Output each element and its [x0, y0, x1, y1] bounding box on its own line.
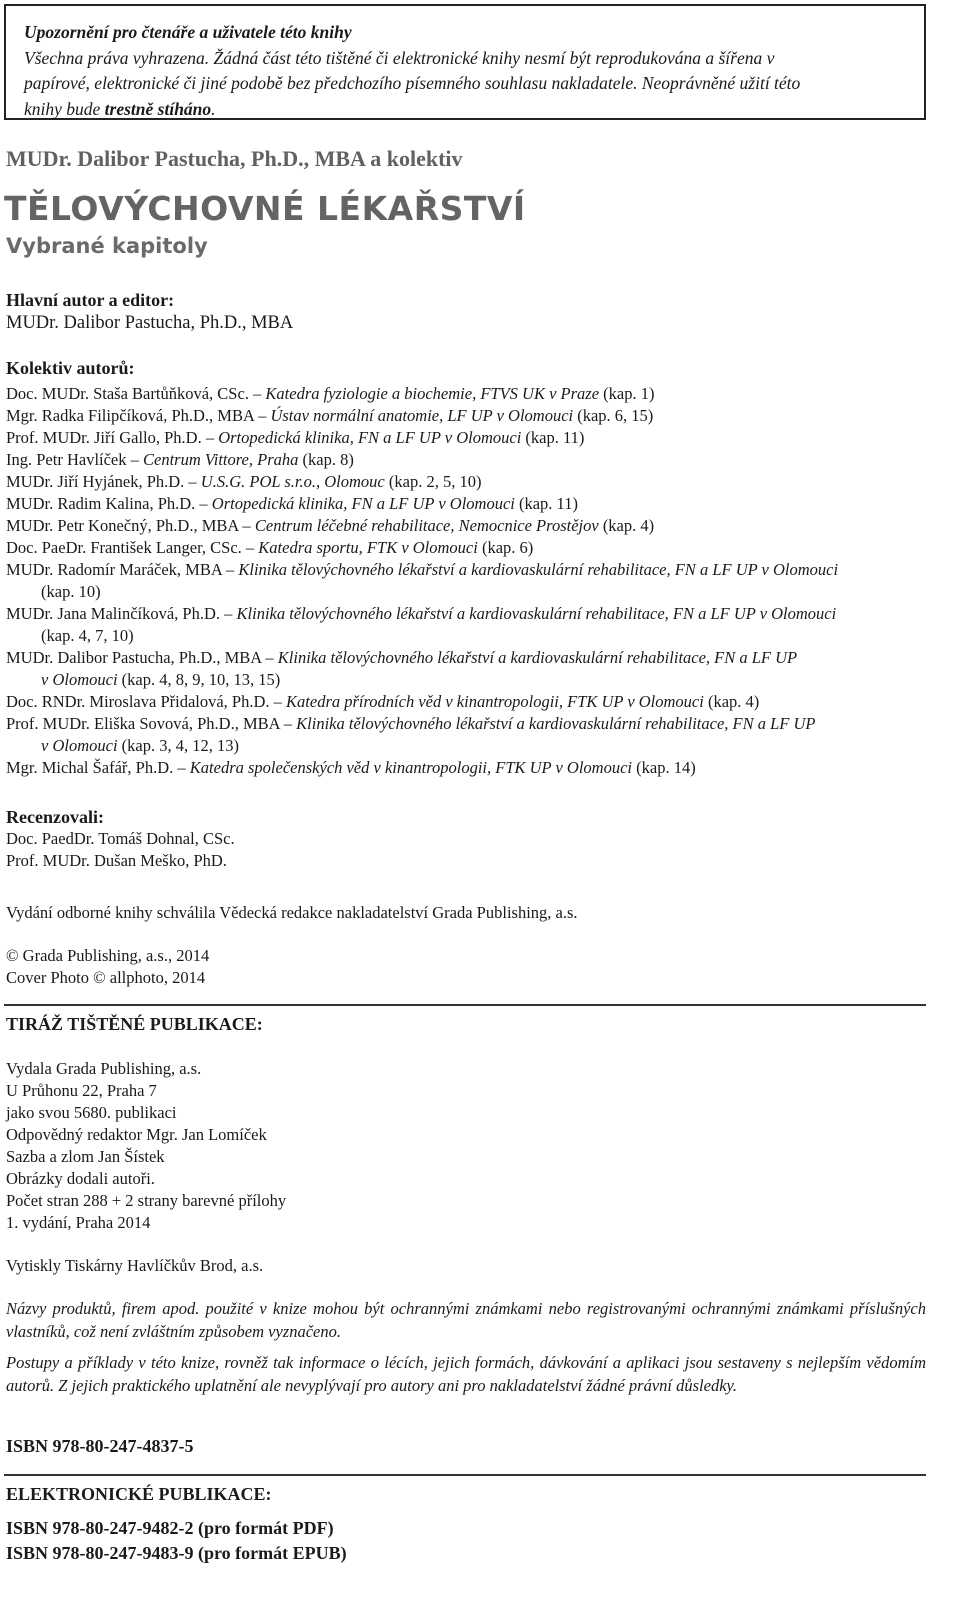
author-entry: MUDr. Dalibor Pastucha, Ph.D., MBA – Klinika tělovýchovného lékařství a kardiovaskulární rehabilitace, FN a LF UP	[6, 648, 798, 667]
copyright-lines	[6, 945, 209, 989]
author-entry: Prof. MUDr. Jiří Gallo, Ph.D. – Ortopedická klinika, FN a LF UP v Olomouci (kap. 11)	[6, 428, 585, 447]
main-author-label: Hlavní autor a editor:	[6, 290, 175, 310]
author-entry: MUDr. Jana Malinčíková, Ph.D. – Klinika tělovýchovného lékařství a kardiovaskulární rehabilitace, FN a LF UP v Olomouci	[6, 604, 837, 623]
notice-line: Všechna práva vyhrazena. Žádná část této tištěné či elektronické knihy nesmí být reprodukována a šířena v	[24, 47, 775, 68]
copyright-line: © Grada Publishing, a.s., 2014	[6, 946, 210, 965]
author-entry: Ing. Petr Havlíček – Centrum Vittore, Praha (kap. 8)	[6, 450, 354, 469]
author-entry-continuation: (kap. 10)	[41, 582, 101, 601]
author-entry: Prof. MUDr. Eliška Sovová, Ph.D., MBA – Klinika tělovýchovného lékařství a kardiovaskulární rehabilitace, FN a LF UP	[6, 714, 816, 733]
imprint-line: Odpovědný redaktor Mgr. Jan Lomíček	[6, 1125, 267, 1144]
isbn-print: ISBN 978-80-247-4837-5	[6, 1436, 194, 1456]
author-entry: Mgr. Michal Šafář, Ph.D. – Katedra společenských věd v kinantropologii, FTK UP v Olomouci (kap. 14)	[6, 758, 696, 777]
authors-label: Kolektiv autorů:	[6, 358, 135, 378]
divider	[4, 1004, 926, 1006]
author-entry-continuation: v Olomouci (kap. 4, 8, 9, 10, 13, 15)	[41, 670, 281, 689]
imprint-line: jako svou 5680. publikaci	[6, 1103, 177, 1122]
main-author-name: MUDr. Dalibor Pastucha, Ph.D., MBA	[6, 313, 294, 333]
printer-line: Vytiskly Tiskárny Havlíčkův Brod, a.s.	[6, 1256, 264, 1275]
imprint-line: Obrázky dodali autoři.	[6, 1169, 155, 1188]
reviewer-name: Prof. MUDr. Dušan Meško, PhD.	[6, 851, 227, 870]
trademark-note: Názvy produktů, firem apod. použité v knize mohou být ochrannými známkami nebo registrovanými ochrannými známkami příslušných vlastníků, což není zvláštním způsobem vyznačeno.	[6, 1299, 926, 1341]
author-entry-continuation: (kap. 4, 7, 10)	[41, 626, 134, 645]
reviewers-label: Recenzovali:	[6, 807, 104, 827]
isbn-epub: ISBN 978-80-247-9483-9 (pro formát EPUB)	[6, 1543, 347, 1563]
divider	[4, 1474, 926, 1476]
imprint-line: U Průhonu 22, Praha 7	[6, 1081, 157, 1100]
author-entry: MUDr. Radim Kalina, Ph.D. – Ortopedická klinika, FN a LF UP v Olomouci (kap. 11)	[6, 494, 578, 513]
main-author-section	[6, 289, 293, 335]
book-title: TĚLOVÝCHOVNÉ LÉKAŘSTVÍ	[4, 189, 526, 228]
imprint-line: Vydala Grada Publishing, a.s.	[6, 1059, 202, 1078]
author-entry: Doc. RNDr. Miroslava Přidalová, Ph.D. – Katedra přírodních věd v kinantropologii, FTK UP v Olomouci (kap. 4)	[6, 692, 760, 711]
author-entry: Doc. PaeDr. František Langer, CSc. – Katedra sportu, FTK v Olomouci (kap. 6)	[6, 538, 534, 557]
authors-list	[6, 383, 906, 779]
notice-line: knihy bude trestně stíháno.	[24, 98, 216, 119]
notice-line: papírové, elektronické či jiné podobě bez předchozího písemného souhlasu nakladatele. Neoprávněné užití této	[24, 73, 801, 93]
author-entry-continuation: v Olomouci (kap. 3, 4, 12, 13)	[41, 736, 239, 755]
reviewers-section	[6, 806, 235, 872]
author-entry: MUDr. Petr Konečný, Ph.D., MBA – Centrum léčebné rehabilitace, Nemocnice Prostějov (kap. 4)	[6, 516, 655, 535]
reviewer-name: Doc. PaedDr. Tomáš Dohnal, CSc.	[6, 829, 235, 848]
electronic-heading: ELEKTRONICKÉ PUBLIKACE:	[6, 1484, 272, 1504]
imprint-heading: TIRÁŽ TIŠTĚNÉ PUBLIKACE:	[6, 1014, 263, 1034]
liability-note: Postupy a příklady v této knize, rovněž tak informace o lécích, jejich formách, dávkování a aplikaci jsou sestaveny s nejlepším vědomím autorů. Z jejich praktického uplatnění ale nevyplývají pro autory ani pro nakladatelství žádné právní důsledky.	[6, 1353, 926, 1395]
approval-statement: Vydání odborné knihy schválila Vědecká redakce nakladatelství Grada Publishing, a.s.	[6, 903, 578, 922]
author-entry: MUDr. Radomír Maráček, MBA – Klinika tělovýchovného lékařství a kardiovaskulární rehabilitace, FN a LF UP v Olomouci	[6, 560, 839, 579]
imprint-line: 1. vydání, Praha 2014	[6, 1213, 151, 1232]
author-entry: MUDr. Jiří Hyjánek, Ph.D. – U.S.G. POL s.r.o., Olomouc (kap. 2, 5, 10)	[6, 472, 482, 491]
book-subtitle: Vybrané kapitoly	[6, 234, 208, 258]
copyright-line: Cover Photo © allphoto, 2014	[6, 968, 206, 987]
imprint-lines	[6, 1058, 286, 1234]
notice-heading: Upozornění pro čtenáře a uživatele této knihy	[24, 22, 352, 42]
imprint-line: Počet stran 288 + 2 strany barevné přílohy	[6, 1191, 287, 1210]
author-entry: Doc. MUDr. Staša Bartůňková, CSc. – Katedra fyziologie a biochemie, FTVS UK v Praze (kap. 1)	[6, 384, 655, 403]
copyright-notice-box	[4, 4, 926, 120]
isbn-pdf: ISBN 978-80-247-9482-2 (pro formát PDF)	[6, 1518, 334, 1538]
author-entry: Mgr. Radka Filipčíková, Ph.D., MBA – Ústav normální anatomie, LF UP v Olomouci (kap. 6, 15)	[6, 406, 654, 425]
imprint-line: Sazba a zlom Jan Šístek	[6, 1147, 165, 1166]
author-line: MUDr. Dalibor Pastucha, Ph.D., MBA a kolektiv	[6, 146, 463, 171]
notice-emphasis: trestně stíháno	[104, 98, 212, 119]
